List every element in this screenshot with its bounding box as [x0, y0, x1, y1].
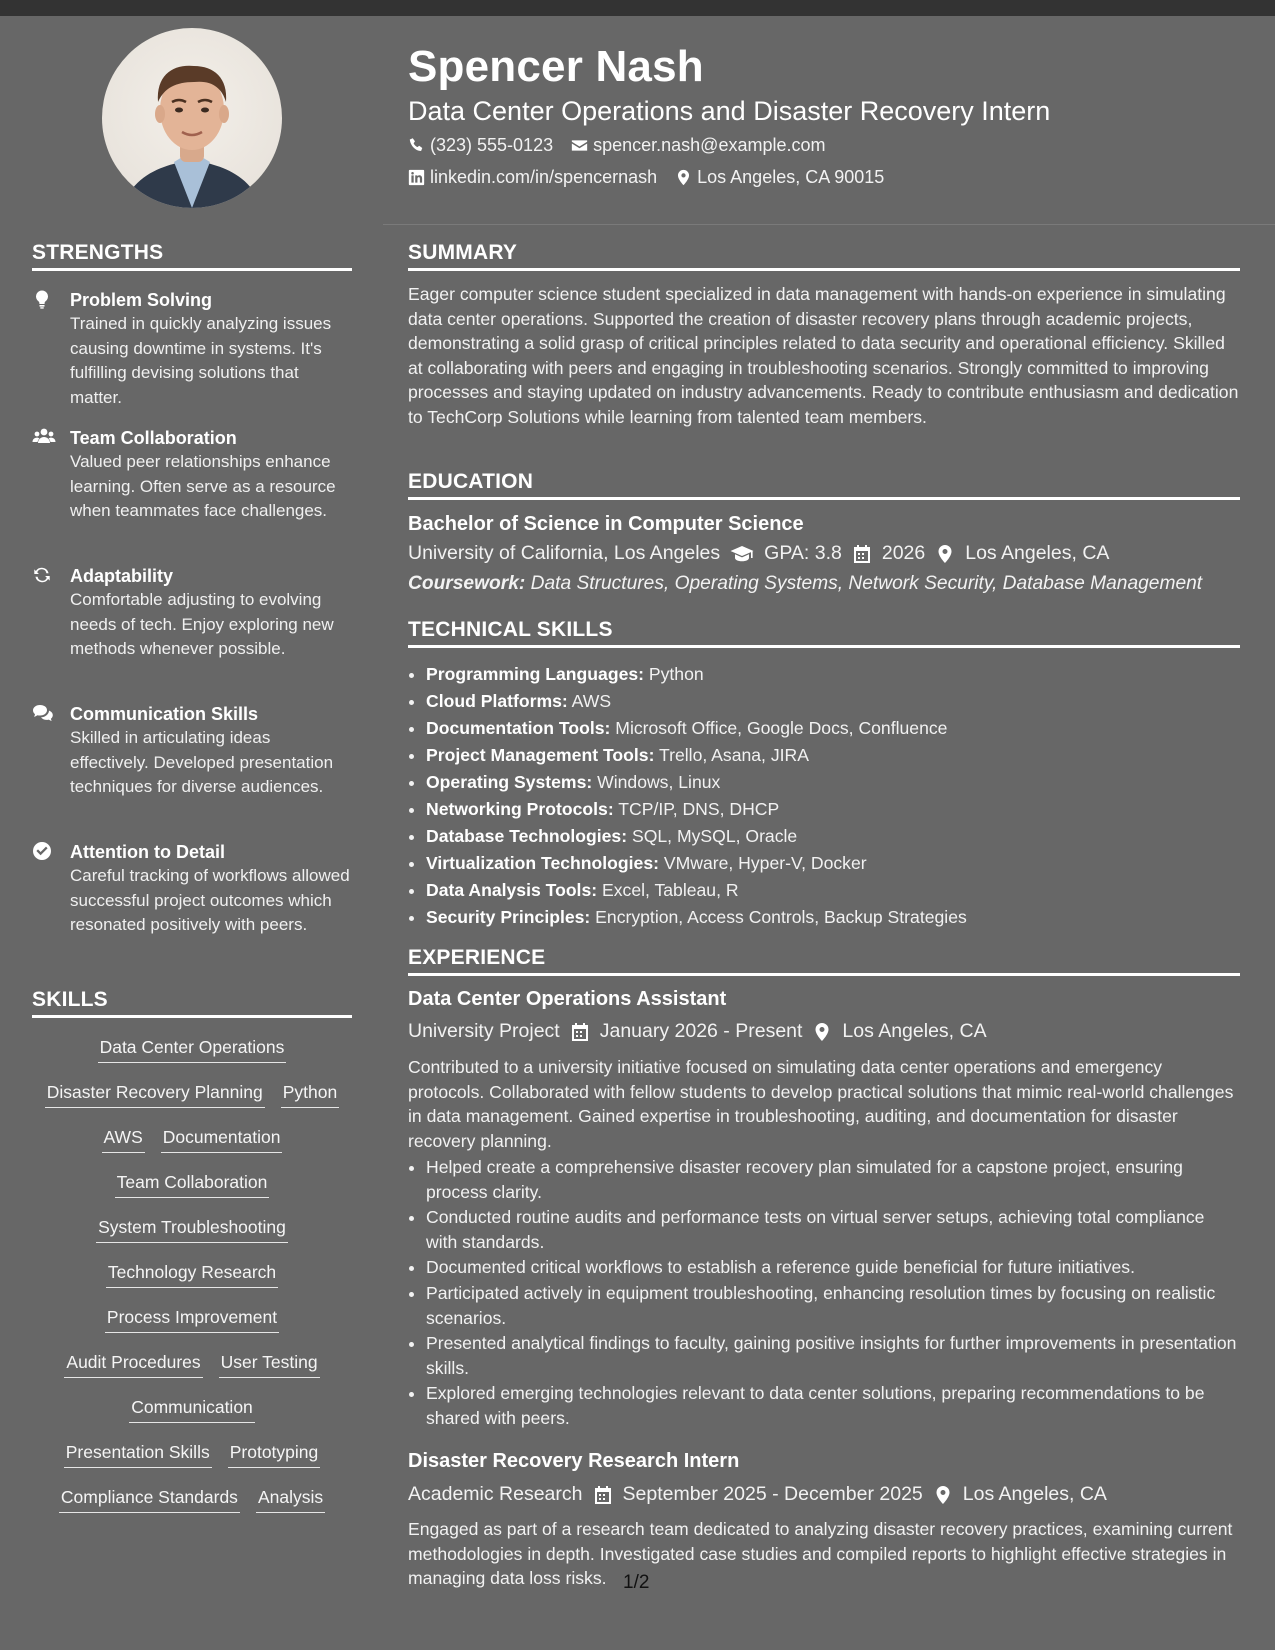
skill-tag: Audit Procedures	[64, 1350, 202, 1378]
job-location	[933, 1483, 1107, 1506]
job-bullet: • Documented critical workflows to establish a reference guide beneficial for future initiatives.	[426, 1255, 1240, 1280]
check-circle-icon	[32, 841, 56, 861]
tech-skill-item	[426, 742, 1240, 769]
skill-tag: Technology Research	[106, 1260, 278, 1288]
strength-title: Attention to Detail	[70, 842, 225, 862]
gpa-text: GPA: 3.8	[764, 542, 842, 564]
tech-skill-label: Operating Systems:	[426, 772, 593, 792]
header-divider	[383, 224, 1275, 225]
job-location	[812, 1020, 986, 1043]
strength-title: Problem Solving	[70, 290, 213, 310]
job-meta	[408, 1483, 1107, 1506]
job-dates-text: January 2026 - Present	[599, 1020, 803, 1042]
strength-description: Comfortable adjusting to evolving needs of tech. Enjoy exploring new methods whenever possible.	[70, 590, 334, 658]
summary-text: Eager computer science student specialized in data management with hands-on experience in simulating data center operations. Supported the creation of disaster recovery plans through academic projects, demonstrating a solid grasp of critical principles related to data security and operational efficiency. Skilled at collaborating with peers and engaging in troubleshooting scenarios. Strongly committed to improving processes and staying updated on industry advancements. Ready to contribute enthusiasm and dedication to TechCorp Solutions while learning from talented team members.	[408, 284, 1239, 427]
strength-item	[32, 702, 352, 800]
job-bullet: • Presented analytical findings to faculty, gaining positive insights for further improvements in presentation skills.	[426, 1331, 1240, 1380]
tech-skill-value: Trello, Asana, JIRA	[659, 745, 809, 765]
strength-description: Skilled in articulating ideas effectively. Developed presentation techniques for diverse audiences.	[70, 728, 334, 796]
skill-tag: AWS	[102, 1125, 145, 1153]
skills-heading: SKILLS	[32, 988, 352, 1018]
strength-item	[32, 288, 352, 410]
tech-skill-value: TCP/IP, DNS, DHCP	[618, 799, 780, 819]
tech-skill-value: Excel, Tableau, R	[601, 880, 739, 900]
skill-tag: Documentation	[161, 1125, 283, 1153]
technical-skills-heading: TECHNICAL SKILLS	[408, 618, 1240, 648]
year-item	[852, 542, 925, 565]
calendar-icon	[852, 544, 872, 564]
job-bullet: • Conducted routine audits and performance tests on virtual server setups, achieving total compliance with standards.	[426, 1205, 1240, 1254]
envelope-icon	[571, 137, 588, 154]
tech-skill-label: Programming Languages:	[426, 664, 644, 684]
phone-text: (323) 555-0123	[430, 135, 554, 155]
linkedin-icon	[408, 169, 425, 186]
map-marker-icon	[935, 544, 955, 564]
tech-skill-item	[426, 904, 1240, 931]
tech-skill-item	[426, 823, 1240, 850]
job-bullet: • Participated actively in equipment troubleshooting, enhancing resolution times by focusing on realistic scenarios.	[426, 1281, 1240, 1330]
school-name: University of California, Los Angeles	[408, 542, 721, 564]
experience-heading: EXPERIENCE	[408, 946, 1240, 976]
job-description: Contributed to a university initiative focused on simulating data center operations and emergency protocols. Collaborated with fellow students to develop practical solutions that mimic real-world challenges in data management. Gained expertise in troubleshooting, auditing, and documentation for disaster recovery planning.	[408, 1057, 1234, 1151]
education-meta	[408, 542, 1109, 565]
job-location-text: Los Angeles, CA	[842, 1020, 987, 1042]
tech-skill-value: Windows, Linux	[597, 772, 721, 792]
top-bar	[0, 0, 1275, 16]
tech-skill-item	[426, 850, 1240, 877]
gpa-item	[730, 542, 842, 565]
skill-tag: Analysis	[256, 1485, 325, 1513]
map-marker-icon	[675, 169, 692, 186]
skills-cloud	[32, 1035, 352, 1530]
strength-title: Communication Skills	[70, 704, 259, 724]
job-location-text: Los Angeles, CA	[962, 1483, 1107, 1505]
education-location	[935, 542, 1109, 565]
strength-description: Trained in quickly analyzing issues causing downtime in systems. It's fulfilling devising solutions that matter.	[70, 314, 332, 407]
job-title: Data Center Operations Assistant	[408, 988, 727, 1010]
tech-skill-label: Database Technologies:	[426, 826, 628, 846]
education-heading: EDUCATION	[408, 470, 1240, 500]
skill-tag: Prototyping	[228, 1440, 321, 1468]
skill-tag: System Troubleshooting	[96, 1215, 288, 1243]
skill-tag: Presentation Skills	[64, 1440, 212, 1468]
strength-item	[32, 840, 352, 938]
contact-row	[408, 167, 884, 188]
strength-description: Careful tracking of workflows allowed successful project outcomes which resonated positively with peers.	[70, 866, 350, 934]
tech-skill-label: Virtualization Technologies:	[426, 853, 659, 873]
job-description: Engaged as part of a research team dedicated to analyzing disaster recovery practices, examining current methodologies in depth. Investigated case studies and compiled reports to highlight effective strategies in managing data loss risks.	[408, 1519, 1233, 1589]
job-dates	[570, 1020, 803, 1043]
candidate-name: Spencer Nash	[408, 42, 704, 91]
tech-skill-item	[426, 769, 1240, 796]
degree-title: Bachelor of Science in Computer Science	[408, 513, 804, 535]
strength-title: Adaptability	[70, 566, 174, 586]
tech-skill-item	[426, 715, 1240, 742]
sync-icon	[32, 565, 56, 585]
job-dates	[593, 1483, 923, 1506]
candidate-role: Data Center Operations and Disaster Recovery Intern	[408, 96, 1051, 126]
email-text[interactable]: spencer.nash@example.com	[593, 135, 826, 155]
tech-skill-item	[426, 661, 1240, 688]
tech-skill-value: Microsoft Office, Google Docs, Confluence	[615, 718, 948, 738]
tech-skill-label: Networking Protocols:	[426, 799, 614, 819]
job-meta	[408, 1020, 987, 1043]
skill-tag: Disaster Recovery Planning	[45, 1080, 265, 1108]
comments-icon	[32, 703, 56, 723]
job-bullet: • Helped create a comprehensive disaster recovery plan simulated for a capstone project, ensuring process clarity.	[426, 1155, 1240, 1204]
tech-skill-item	[426, 877, 1240, 904]
tech-skill-item	[426, 688, 1240, 715]
contact-linkedin	[408, 167, 657, 188]
strengths-heading: STRENGTHS	[32, 241, 352, 271]
tech-skill-value: VMware, Hyper-V, Docker	[663, 853, 867, 873]
calendar-icon	[593, 1485, 613, 1505]
summary-heading: SUMMARY	[408, 241, 1240, 271]
tech-skill-label: Data Analysis Tools:	[426, 880, 598, 900]
skill-tag: Data Center Operations	[98, 1035, 287, 1063]
job-dates-text: September 2025 - December 2025	[622, 1483, 923, 1505]
job-org: University Project	[408, 1020, 560, 1042]
skill-tag: Process Improvement	[105, 1305, 279, 1333]
users-icon	[32, 427, 56, 447]
contact-email	[571, 135, 825, 156]
tech-skill-label: Cloud Platforms:	[426, 691, 568, 711]
job-bullet: • Explored emerging technologies relevant to data center solutions, preparing recommendations to be shared with peers.	[426, 1381, 1240, 1430]
technical-skills-list	[408, 661, 1240, 931]
coursework-label: Coursework:	[408, 573, 526, 594]
tech-skill-value: SQL, MySQL, Oracle	[631, 826, 798, 846]
linkedin-text[interactable]: linkedin.com/in/spencernash	[430, 167, 658, 187]
skill-tag: User Testing	[219, 1350, 320, 1378]
contact-location	[675, 167, 884, 188]
skill-tag: Compliance Standards	[59, 1485, 240, 1513]
strength-description: Valued peer relationships enhance learning. Often serve as a resource when teammates face challenges.	[70, 452, 336, 520]
coursework-list: Data Structures, Operating Systems, Network Security, Database Management	[530, 573, 1203, 594]
graduation-year: 2026	[881, 542, 926, 564]
location-text: Los Angeles, CA 90015	[697, 167, 885, 187]
tech-skill-item	[426, 796, 1240, 823]
strength-item	[32, 564, 352, 662]
contact-phone	[408, 135, 553, 156]
skill-tag: Communication	[129, 1395, 255, 1423]
lightbulb-icon	[32, 289, 56, 309]
tech-skill-label: Project Management Tools:	[426, 745, 655, 765]
calendar-icon	[570, 1022, 590, 1042]
graduation-cap-icon	[730, 544, 754, 564]
contact-row	[408, 135, 826, 156]
map-marker-icon	[933, 1485, 953, 1505]
tech-skill-value: Encryption, Access Controls, Backup Strategies	[595, 907, 967, 927]
job-bullets	[408, 1155, 1240, 1432]
strength-item	[32, 426, 352, 524]
strength-title: Team Collaboration	[70, 428, 237, 448]
skill-tag: Team Collaboration	[115, 1170, 270, 1198]
education-location-text: Los Angeles, CA	[965, 542, 1110, 564]
tech-skill-value: AWS	[571, 691, 612, 711]
tech-skill-label: Security Principles:	[426, 907, 591, 927]
map-marker-icon	[812, 1022, 832, 1042]
job-org: Academic Research	[408, 1483, 583, 1505]
job-title: Disaster Recovery Research Intern	[408, 1450, 740, 1472]
page-number: 1/2	[623, 1572, 650, 1593]
tech-skill-label: Documentation Tools:	[426, 718, 611, 738]
phone-icon	[408, 137, 425, 154]
coursework-line	[408, 573, 1202, 595]
skill-tag: Python	[281, 1080, 339, 1108]
tech-skill-value: Python	[648, 664, 704, 684]
profile-photo	[102, 28, 282, 208]
